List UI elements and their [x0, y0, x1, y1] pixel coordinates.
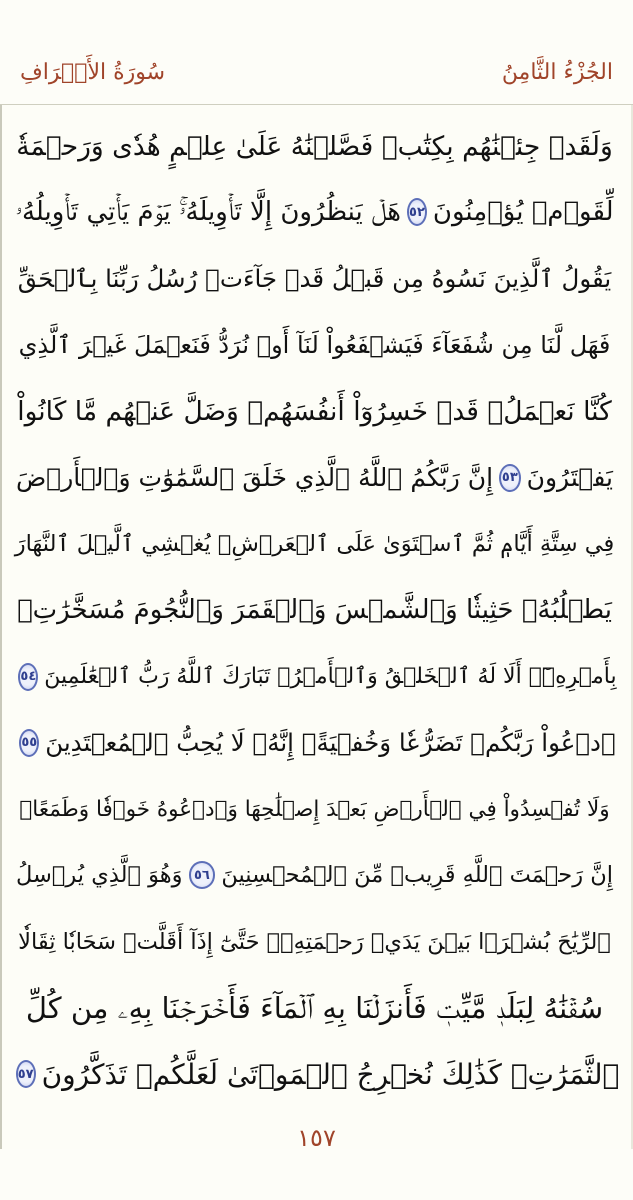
page-number: ١٥٧	[297, 1124, 336, 1152]
verse-text: سُقۡنَٰهُ لِبَلَدٖ مَّيِّتٖ فَأَنزَلۡنَا بِهِ ٱلۡمَآءَ فَأَخۡرَجۡنَا بِهِۦ مِن كُلِّ	[25, 990, 604, 1025]
verse-text: يَقُولُ ٱلَّذِينَ نَسُوهُ مِن قَبۡلُ قَدۡ جَآءَتۡ رُسُلُ رَبِّنَا بِٱلۡحَقِّ	[17, 264, 612, 294]
verse-text: وَهُوَ ٱلَّذِي يُرۡسِلُ	[16, 862, 183, 889]
verse-line	[16, 444, 613, 510]
verse-text: ٱدۡعُواْ رَبَّكُمۡ تَضَرُّعٗا وَخُفۡيَةًۚ إِنَّهُۥ لَا يُحِبُّ ٱلۡمُعۡتَدِينَ	[45, 728, 616, 758]
verse-line	[16, 842, 613, 908]
verse-text: إِنَّ رَبَّكُمُ ٱللَّهُ ٱلَّذِي خَلَقَ ٱلسَّمَٰوَٰتِ وَٱلۡأَرۡضَ	[16, 463, 494, 493]
verse-lines	[14, 113, 620, 1107]
verse-line	[16, 776, 613, 842]
juz-title: الجُزْءُ الثَّامِنُ	[501, 59, 613, 85]
verse-text: بِأَمۡرِهِۦٓۗ أَلَا لَهُ ٱلۡخَلۡقُ وَٱلۡأَمۡرُۗ تَبَارَكَ ٱللَّهُ رَبُّ ٱلۡعَٰلَمِينَ	[44, 664, 617, 690]
ayah-number-marker: ٥٥	[19, 729, 39, 757]
verse-line	[16, 577, 613, 643]
verse-text: ٱلرِّيَٰحَ بُشۡرَۢا بَيۡنَ يَدَيۡ رَحۡمَتِهِۦۖ حَتَّىٰٓ إِذَآ أَقَلَّتۡ سَحَابٗا ثِقَالٗا	[18, 928, 611, 955]
verse-text: إِنَّ رَحۡمَتَ ٱللَّهِ قَرِيبٞ مِّنَ ٱلۡمُحۡسِنِينَ	[221, 862, 613, 889]
verse-line	[16, 975, 613, 1041]
verse-text: هَلۡ يَنظُرُونَ إِلَّا تَأۡوِيلَهُۥۚ يَوۡمَ يَأۡتِي تَأۡوِيلُهُۥ	[15, 196, 402, 227]
verse-text: وَلَقَدۡ جِئۡنَٰهُم بِكِتَٰبٖ فَصَّلۡنَٰهُ عَلَىٰ عِلۡمٍ هُدٗى وَرَحۡمَةٗ	[16, 130, 613, 162]
verse-line	[16, 710, 616, 776]
verse-line	[16, 643, 617, 709]
ayah-number-marker: ٥٦	[189, 861, 216, 889]
verse-text: يَفۡتَرُونَ	[526, 463, 613, 493]
ayah-number-marker: ٥٧	[16, 1060, 36, 1088]
verse-line	[16, 179, 613, 245]
ayah-number-marker: ٥٤	[18, 663, 38, 691]
verse-line	[16, 312, 613, 378]
verse-text: فِي سِتَّةِ أَيَّامٖ ثُمَّ ٱسۡتَوَىٰ عَلَى ٱلۡعَرۡشِۖ يُغۡشِي ٱلَّيۡلَ ٱلنَّهَارَ	[14, 530, 615, 557]
surah-title: سُورَةُ الأَعۡرَافِ	[20, 59, 166, 85]
text-frame	[0, 104, 633, 1149]
verse-text: ٱلثَّمَرَٰتِۚ كَذَٰلِكَ نُخۡرِجُ ٱلۡمَوۡتَىٰ لَعَلَّكُمۡ تَذَكَّرُونَ	[41, 1057, 620, 1091]
verse-line	[16, 511, 613, 577]
verse-text: وَلَا تُفۡسِدُواْ فِي ٱلۡأَرۡضِ بَعۡدَ إِصۡلَٰحِهَا وَٱدۡعُوهُ خَوۡفٗا وَطَمَعًاۚ	[19, 796, 610, 822]
verse-text: لِّقَوۡمٖ يُؤۡمِنُونَ	[432, 197, 614, 228]
verse-line	[16, 909, 613, 975]
verse-text: يَطۡلُبُهُۥ حَثِيثٗا وَٱلشَّمۡسَ وَٱلۡقَمَرَ وَٱلنُّجُومَ مُسَخَّرَٰتِۭ	[17, 595, 612, 626]
ayah-number-marker: ٥٢	[407, 198, 427, 226]
verse-line	[16, 378, 613, 444]
verse-text: كُنَّا نَعۡمَلُۚ قَدۡ خَسِرُوٓاْ أَنفُسَهُمۡ وَضَلَّ عَنۡهُم مَّا كَانُواْ	[17, 395, 612, 427]
ayah-number-marker: ٥٣	[499, 464, 521, 492]
page-header	[0, 44, 633, 100]
verse-line	[16, 1041, 620, 1107]
verse-line	[16, 246, 613, 312]
verse-text: فَهَل لَّنَا مِن شُفَعَآءَ فَيَشۡفَعُواْ لَنَآ أَوۡ نُرَدُّ فَنَعۡمَلَ غَيۡرَ ٱلَّذِي	[18, 331, 611, 360]
verse-line	[16, 113, 613, 179]
